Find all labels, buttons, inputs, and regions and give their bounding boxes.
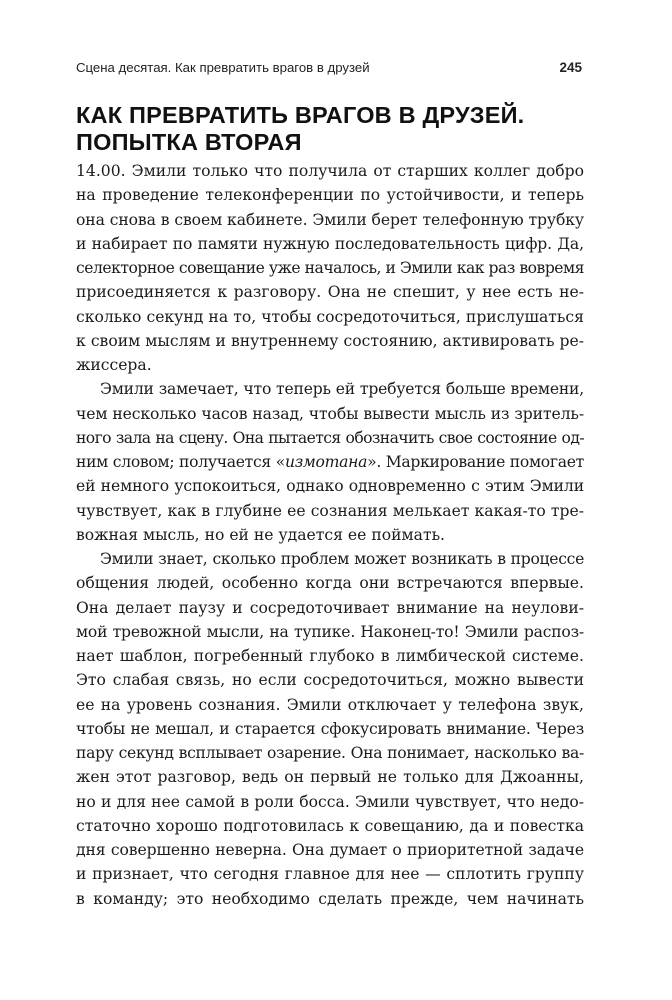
text-line: вожная мысль, но ей не удается ее поймать. bbox=[76, 525, 446, 544]
text-line: Эмили замечает, что теперь ей требуется больше времени, bbox=[100, 380, 584, 399]
running-header bbox=[76, 60, 582, 75]
text-line-with-emphasis bbox=[76, 450, 584, 474]
text-line: Она делает паузу и сосредоточивает внимание на неулови- bbox=[76, 598, 584, 617]
paragraph bbox=[76, 377, 584, 547]
text-line: Эмили знает, сколько проблем может возникать в процессе bbox=[100, 550, 584, 568]
paragraph bbox=[76, 159, 584, 377]
text-line: нает шаблон, погребенный глубоко в лимбической системе. bbox=[76, 647, 584, 665]
text-line: Это слабая связь, но если сосредоточиться, можно вывести bbox=[76, 671, 584, 690]
text-line: селекторное совещание уже началось, и Эмили как раз вовремя bbox=[76, 259, 584, 277]
text-line: ее на уровень сознания. Эмили отключает у телефона звук, bbox=[76, 695, 584, 714]
paragraph bbox=[76, 547, 584, 911]
page-number: 245 bbox=[559, 60, 582, 75]
text-line: ного зала на сцену. Она пытается обозначить свое состояние од- bbox=[76, 428, 584, 447]
text-line: присоединяется к разговору. Она не спешит, у нее есть не- bbox=[76, 283, 584, 302]
text-segment: ». Маркирование помогает bbox=[367, 453, 584, 471]
text-line: ей немного успокоиться, однако одновременно с этим Эмили bbox=[76, 477, 584, 496]
text-line: она снова в своем кабинете. Эмили берет телефонную трубку bbox=[76, 210, 584, 229]
text-line: чувствует, как в глубине ее сознания мелькает какая-то тре- bbox=[76, 501, 584, 520]
emphasis-word: измотана bbox=[284, 453, 368, 471]
text-line: в команду; это необходимо сделать прежде, чем начинать bbox=[76, 889, 584, 908]
text-line: общения людей, особенно когда они встречаются впервые. bbox=[76, 574, 584, 593]
text-line: на проведение телеконференции по устойчивости, и теперь bbox=[76, 186, 584, 205]
text-line: пару секунд всплывает озарение. Она понимает, насколько ва- bbox=[76, 744, 584, 762]
text-line: но и для нее самой в роли босса. Эмили чувствует, что недо- bbox=[76, 792, 584, 811]
text-line: статочно хорошо подготовилась к совещанию, да и повестка bbox=[76, 816, 584, 835]
text-line: жен этот разговор, ведь он первый не только для Джоанны, bbox=[76, 768, 584, 787]
running-title: Сцена десятая. Как превратить врагов в друзей bbox=[76, 60, 370, 75]
text-line: чтобы не мешал, и старается сфокусировать внимание. Через bbox=[76, 719, 584, 738]
text-line: сколько секунд на то, чтобы сосредоточиться, прислушаться bbox=[76, 307, 584, 326]
text-line: к своим мыслям и внутреннему состоянию, активировать ре- bbox=[76, 331, 584, 350]
text-line: чем несколько часов назад, чтобы вывести мысль из зритель- bbox=[76, 404, 584, 423]
section-title-line: КАК ПРЕВРАТИТЬ ВРАГОВ В ДРУЗЕЙ. bbox=[76, 102, 525, 128]
section-title-line: ПОПЫТКА ВТОРАЯ bbox=[76, 129, 302, 155]
text-line: и признает, что сегодня главное для нее — сплотить группу bbox=[76, 865, 584, 884]
body-text bbox=[76, 159, 584, 911]
text-line: и набирает по памяти нужную последовательность цифр. Да, bbox=[76, 234, 584, 253]
section-title bbox=[76, 102, 596, 156]
text-segment: ним словом; получается « bbox=[76, 453, 285, 471]
text-line: мой тревожной мысли, на тупике. Наконец-то! Эмили распоз- bbox=[76, 622, 584, 641]
text-line: 14.00. Эмили только что получила от старших коллег добро bbox=[76, 162, 584, 180]
text-line: жиссера. bbox=[76, 356, 152, 374]
text-line: дня совершенно неверна. Она думает о приоритетной задаче bbox=[76, 841, 584, 859]
